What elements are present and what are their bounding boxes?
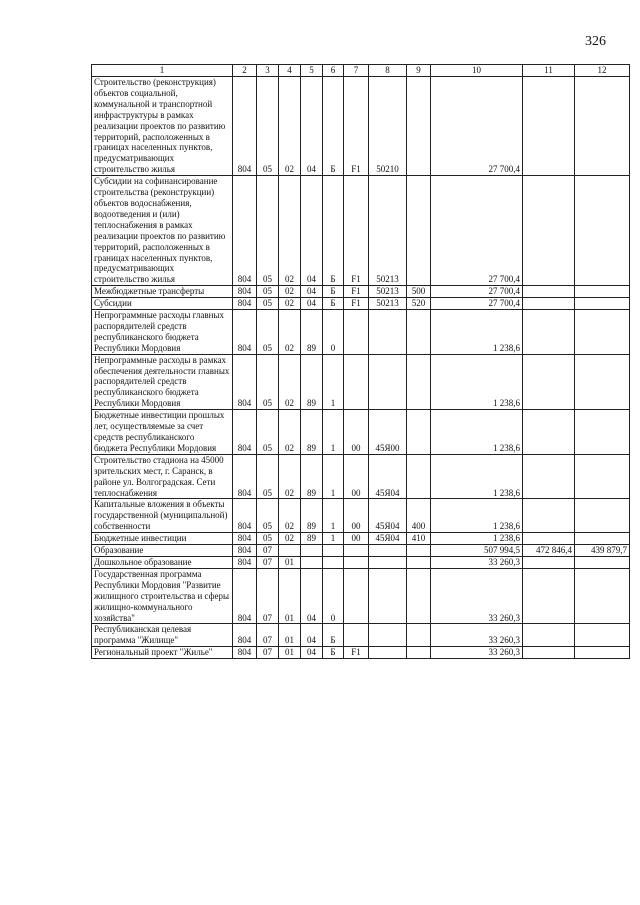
table-row (92, 454, 630, 499)
code-cell (344, 568, 369, 624)
row-description: Непрограммные расходы главных распорядителей средств республиканского бюджета Республики Мордовия (92, 310, 233, 355)
code-cell: 804 (233, 77, 257, 176)
code-cell: 89 (301, 310, 323, 355)
amount-cell: 1 238,6 (431, 499, 523, 533)
page-number: 326 (585, 34, 606, 49)
code-cell (323, 556, 344, 568)
row-description: Региональный проект "Жилье" (92, 647, 233, 659)
code-cell (344, 624, 369, 647)
code-cell: 804 (233, 568, 257, 624)
column-header: 10 (431, 65, 523, 77)
row-description: Субсидии на софинансирование строительства (реконструкции) объектов водоснабжения, водоотведения и (или) теплоснабжения в рамках реализации проектов по развитию территорий, расположенных в границах населенных пунктов, предусматривающих строительство жилья (92, 176, 233, 286)
amount-cell (575, 298, 630, 310)
code-cell: Б (323, 286, 344, 298)
amount-cell (575, 310, 630, 355)
code-cell (344, 545, 369, 557)
code-cell: 02 (279, 77, 301, 176)
code-cell: 45Я04 (369, 533, 407, 545)
code-cell: 804 (233, 624, 257, 647)
code-cell (344, 310, 369, 355)
code-cell (407, 410, 431, 455)
column-header: 11 (523, 65, 575, 77)
code-cell: 804 (233, 310, 257, 355)
code-cell: F1 (344, 298, 369, 310)
amount-cell (575, 454, 630, 499)
code-cell: 05 (257, 410, 279, 455)
code-cell (279, 545, 301, 557)
code-cell (344, 556, 369, 568)
code-cell: 89 (301, 354, 323, 410)
code-cell: 01 (279, 556, 301, 568)
code-cell: 02 (279, 176, 301, 286)
code-cell: 1 (323, 533, 344, 545)
code-cell (369, 568, 407, 624)
row-description: Строительство стадиона на 45000 зрительских мест, г. Саранск, в районе ул. Волгоградская. Сети теплоснабжения (92, 454, 233, 499)
row-description: Непрограммные расходы в рамках обеспечения деятельности главных распорядителей средств республиканского бюджета Республики Мордовия (92, 354, 233, 410)
code-cell: F1 (344, 176, 369, 286)
code-cell: 05 (257, 298, 279, 310)
code-cell: 04 (301, 176, 323, 286)
amount-cell (523, 354, 575, 410)
code-cell: 01 (279, 568, 301, 624)
table-row (92, 533, 630, 545)
amount-cell (575, 354, 630, 410)
code-cell: 05 (257, 176, 279, 286)
code-cell: 89 (301, 454, 323, 499)
amount-cell (523, 298, 575, 310)
code-cell (407, 77, 431, 176)
code-cell: 02 (279, 499, 301, 533)
amount-cell (575, 556, 630, 568)
code-cell: 05 (257, 499, 279, 533)
code-cell: 07 (257, 556, 279, 568)
code-cell: F1 (344, 286, 369, 298)
amount-cell (575, 286, 630, 298)
table-body (92, 77, 630, 659)
code-cell: 00 (344, 499, 369, 533)
table-row (92, 286, 630, 298)
amount-cell: 472 846,4 (523, 545, 575, 557)
code-cell: F1 (344, 647, 369, 659)
code-cell: 520 (407, 298, 431, 310)
budget-table (91, 64, 630, 659)
amount-cell (523, 556, 575, 568)
code-cell: 02 (279, 454, 301, 499)
code-cell: 400 (407, 499, 431, 533)
code-cell: 0 (323, 568, 344, 624)
amount-cell (523, 176, 575, 286)
code-cell: 45Я04 (369, 454, 407, 499)
table-row (92, 556, 630, 568)
amount-cell (575, 176, 630, 286)
code-cell: 50213 (369, 176, 407, 286)
code-cell: 804 (233, 647, 257, 659)
table-header (92, 65, 630, 77)
table-row (92, 568, 630, 624)
code-cell (369, 354, 407, 410)
amount-cell (523, 410, 575, 455)
code-cell: F1 (344, 77, 369, 176)
code-cell: 07 (257, 647, 279, 659)
table-row (92, 354, 630, 410)
code-cell: 00 (344, 410, 369, 455)
amount-cell (575, 647, 630, 659)
amount-cell (575, 624, 630, 647)
amount-cell: 27 700,4 (431, 298, 523, 310)
code-cell: 50213 (369, 286, 407, 298)
code-cell: 50210 (369, 77, 407, 176)
code-cell: 89 (301, 499, 323, 533)
column-header: 7 (344, 65, 369, 77)
code-cell: 410 (407, 533, 431, 545)
code-cell: 804 (233, 545, 257, 557)
code-cell: Б (323, 624, 344, 647)
amount-cell (523, 624, 575, 647)
code-cell: 05 (257, 354, 279, 410)
code-cell: 01 (279, 647, 301, 659)
code-cell: 05 (257, 533, 279, 545)
amount-cell: 27 700,4 (431, 77, 523, 176)
code-cell: Б (323, 77, 344, 176)
amount-cell (523, 568, 575, 624)
column-header: 8 (369, 65, 407, 77)
table-row (92, 298, 630, 310)
amount-cell: 1 238,6 (431, 354, 523, 410)
code-cell (369, 647, 407, 659)
row-description: Субсидии (92, 298, 233, 310)
row-description: Образование (92, 545, 233, 557)
code-cell: 804 (233, 410, 257, 455)
amount-cell: 33 260,3 (431, 647, 523, 659)
row-description: Государственная программа Республики Мордовия "Развитие жилищного строительства и сферы жилищно-коммунального хозяйства" (92, 568, 233, 624)
code-cell: 04 (301, 568, 323, 624)
code-cell (407, 568, 431, 624)
code-cell: 02 (279, 286, 301, 298)
code-cell: 804 (233, 354, 257, 410)
code-cell: 804 (233, 176, 257, 286)
code-cell: 04 (301, 77, 323, 176)
amount-cell (523, 647, 575, 659)
code-cell: 804 (233, 286, 257, 298)
amount-cell (575, 568, 630, 624)
code-cell: 04 (301, 624, 323, 647)
code-cell: 07 (257, 545, 279, 557)
amount-cell (523, 286, 575, 298)
code-cell: Б (323, 298, 344, 310)
code-cell (323, 545, 344, 557)
amount-cell: 33 260,3 (431, 568, 523, 624)
row-description: Бюджетные инвестиции (92, 533, 233, 545)
code-cell: 804 (233, 454, 257, 499)
code-cell (407, 354, 431, 410)
code-cell: 07 (257, 568, 279, 624)
code-cell: 0 (323, 310, 344, 355)
code-cell: Б (323, 647, 344, 659)
code-cell (407, 624, 431, 647)
code-cell: 04 (301, 286, 323, 298)
amount-cell: 439 879,7 (575, 545, 630, 557)
code-cell: 02 (279, 310, 301, 355)
code-cell: 02 (279, 298, 301, 310)
code-cell (407, 310, 431, 355)
table-row (92, 410, 630, 455)
code-cell (369, 556, 407, 568)
table-row (92, 499, 630, 533)
code-cell (301, 556, 323, 568)
code-cell: 00 (344, 533, 369, 545)
code-cell: 45Я00 (369, 410, 407, 455)
amount-cell: 507 994,5 (431, 545, 523, 557)
code-cell: 02 (279, 354, 301, 410)
code-cell: 05 (257, 286, 279, 298)
code-cell (344, 354, 369, 410)
amount-cell (575, 77, 630, 176)
table-row (92, 624, 630, 647)
code-cell (407, 556, 431, 568)
amount-cell: 27 700,4 (431, 286, 523, 298)
column-header: 4 (279, 65, 301, 77)
column-header: 12 (575, 65, 630, 77)
amount-cell: 1 238,6 (431, 410, 523, 455)
table-row (92, 310, 630, 355)
amount-cell: 33 260,3 (431, 556, 523, 568)
column-header: 3 (257, 65, 279, 77)
amount-cell (523, 499, 575, 533)
row-description: Межбюджетные трансферты (92, 286, 233, 298)
table-row (92, 647, 630, 659)
code-cell: 89 (301, 410, 323, 455)
table-row (92, 545, 630, 557)
row-description: Дошкольное образование (92, 556, 233, 568)
code-cell: 05 (257, 310, 279, 355)
amount-cell (523, 77, 575, 176)
code-cell: 00 (344, 454, 369, 499)
amount-cell (523, 310, 575, 355)
code-cell: 05 (257, 454, 279, 499)
code-cell (369, 545, 407, 557)
code-cell: 804 (233, 298, 257, 310)
amount-cell: 1 238,6 (431, 310, 523, 355)
code-cell: 1 (323, 354, 344, 410)
row-description: Строительство (реконструкция) объектов социальной, коммунальной и транспортной инфраструктуры в рамках реализации проектов по развитию территорий, расположенных в границах населенных пунктов, предусматривающих строительство жилья (92, 77, 233, 176)
column-header: 6 (323, 65, 344, 77)
code-cell: 804 (233, 556, 257, 568)
amount-cell (523, 533, 575, 545)
code-cell: 04 (301, 298, 323, 310)
column-header: 5 (301, 65, 323, 77)
column-header: 2 (233, 65, 257, 77)
code-cell: 01 (279, 624, 301, 647)
code-cell: 804 (233, 533, 257, 545)
header-row (92, 65, 630, 77)
row-description: Бюджетные инвестиции прошлых лет, осуществляемые за счет средств республиканского бюджета Республики Мордовия (92, 410, 233, 455)
table-row (92, 77, 630, 176)
table-row (92, 176, 630, 286)
code-cell: 1 (323, 499, 344, 533)
row-description: Республиканская целевая программа "Жилище" (92, 624, 233, 647)
code-cell (407, 176, 431, 286)
amount-cell: 1 238,6 (431, 533, 523, 545)
amount-cell (575, 533, 630, 545)
amount-cell (523, 454, 575, 499)
code-cell: 04 (301, 647, 323, 659)
code-cell: 50213 (369, 298, 407, 310)
code-cell (407, 545, 431, 557)
code-cell: 804 (233, 499, 257, 533)
row-description: Капитальные вложения в объекты государственной (муниципальной) собственности (92, 499, 233, 533)
code-cell: 1 (323, 454, 344, 499)
amount-cell (575, 410, 630, 455)
code-cell: 89 (301, 533, 323, 545)
code-cell (369, 624, 407, 647)
amount-cell: 1 238,6 (431, 454, 523, 499)
code-cell: 1 (323, 410, 344, 455)
code-cell: 05 (257, 77, 279, 176)
code-cell: 07 (257, 624, 279, 647)
code-cell (301, 545, 323, 557)
code-cell: 45Я04 (369, 499, 407, 533)
amount-cell (575, 499, 630, 533)
code-cell (407, 647, 431, 659)
code-cell: 02 (279, 410, 301, 455)
code-cell (407, 454, 431, 499)
column-header: 9 (407, 65, 431, 77)
amount-cell: 27 700,4 (431, 176, 523, 286)
code-cell: 500 (407, 286, 431, 298)
code-cell: Б (323, 176, 344, 286)
code-cell: 02 (279, 533, 301, 545)
column-header: 1 (92, 65, 233, 77)
amount-cell: 33 260,3 (431, 624, 523, 647)
code-cell (369, 310, 407, 355)
